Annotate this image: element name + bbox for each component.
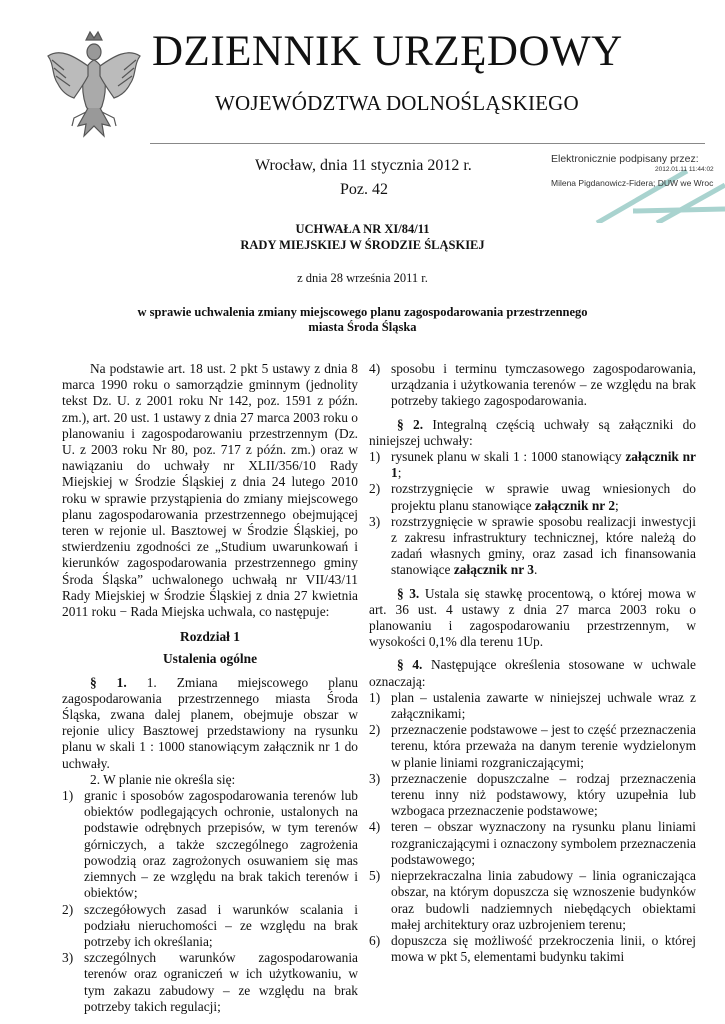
journal-title: DZIENNIK URZĘDOWY (152, 28, 623, 75)
left-column (62, 361, 358, 1015)
list-item (62, 788, 358, 901)
list-item (62, 902, 358, 951)
journal-subtitle: WOJEWÓDZTWA DOLNOŚLĄSKIEGO (215, 91, 579, 115)
resolution-body: RADY MIEJSKIEJ W ŚRODZIE ŚLĄSKIEJ (240, 238, 485, 252)
eagle-emblem-icon (44, 26, 144, 148)
header-divider (150, 143, 705, 144)
position-number: Poz. 42 (340, 181, 388, 198)
section-4-mark: § 4. (397, 657, 423, 673)
signature-signer: Milena Pigdanowicz-Fidera; DUW we Wroc (551, 178, 714, 188)
list-item (369, 361, 696, 410)
chapter-title: Ustalenia ogólne (162, 651, 258, 667)
list-item-text: rozstrzygnięcie w sprawie sposobu realizacji inwestycji z zakresu infrastruktury technicznej, które należą do zadań własnych gminy, oraz zasad ich finansowania stanowiące (391, 513, 696, 578)
list-item-number: 3) (62, 950, 74, 966)
list-item (369, 481, 696, 513)
list-item (369, 722, 696, 771)
list-item-text: teren – obszar wyznaczony na rysunku planu liniami rozgraniczającymi i oznaczony symbolem przeznaczenia podstawowego; (391, 819, 696, 867)
list-item-number: 2) (369, 481, 381, 497)
list-item-number: 2) (62, 901, 74, 917)
section-2-mark: § 2. (397, 416, 424, 432)
list-item-end: ; (397, 465, 402, 481)
list-item-text: plan – ustalenia zawarte w niniejszej uchwale wraz z załącznikami; (391, 689, 696, 722)
preamble: Na podstawie art. 18 ust. 2 pkt 5 ustawy z dnia 8 marca 1990 roku o samorządzie gminnym (jednolity tekst Dz. U. z 2001 roku Nr 142, poz. 1591 z późn. zm.), art. 20 ust. 1 ustawy z dnia 27 marca 2003 roku o planowaniu i zagospodarowaniu przestrzennym (Dz. U. z 2003 roku Nr 80, poz. 717 z późn. zm.) oraz w nawiązaniu do uchwały nr XLII/356/10 Rady Miejskiej w Środzie Śląskiej z dnia 24 lutego 2010 roku w sprawie przystąpienia do zmiany miejscowego planu zagospodarowania przestrzennego obejmującej teren w rejonie ul. Basztowej w Środzie Śląskiej, po stwierdzeniu zgodności ze „Studium uwarunkowań i kierunków zagospodarowania przestrzennego gminy Środa Śląska” uchwalonego uchwałą nr VII/43/11 Rady Miejskiej w Środzie Śląskiej z dnia 27 kwietnia 2011 roku − Rada Miejska uchwala, co następuje: (62, 361, 358, 620)
resolution-date: z dnia 28 września 2011 r. (297, 271, 428, 285)
list-item-number: 2) (369, 722, 381, 738)
section-1-list-continued (369, 361, 696, 410)
signature-heading: Elektronicznie podpisany przez: (551, 153, 699, 165)
section-2-list (369, 449, 696, 579)
attachment-label: załącznik nr 2 (534, 497, 616, 513)
list-item-number: 3) (369, 770, 381, 786)
list-item (369, 690, 696, 722)
list-item-number: 1) (369, 449, 381, 465)
list-item (62, 950, 358, 1015)
attachment-label: załącznik nr 1 (391, 449, 696, 481)
section-1-list (62, 788, 358, 1015)
list-item-number: 4) (369, 361, 381, 376)
section-1-paragraph-1 (62, 675, 358, 772)
list-item-end: ; (615, 497, 619, 513)
list-item-text: przeznaczenie podstawowe – jest to część przeznaczenia terenu, która przeważa na danym terenie wydzielonym w planie liniami rozgraniczającymi; (391, 722, 696, 770)
right-column (369, 361, 696, 965)
list-item (369, 514, 696, 579)
attachment-label: załącznik nr 3 (453, 562, 534, 578)
section-4-intro (369, 657, 696, 689)
signature-timestamp: 2012.01.11 11:44:02 (655, 166, 714, 173)
section-1-paragraph-2: 2. W planie nie określa się: (90, 771, 236, 787)
list-item-text: szczegółowych zasad i warunków scalania i podziału nieruchomości – ze względu na brak potrzeby ich określania; (84, 901, 358, 949)
chapter-heading: Rozdział 1 (180, 629, 240, 645)
section-4-text: Następujące określenia stosowane w uchwale oznaczają: (369, 657, 696, 689)
list-item-end: . (533, 562, 538, 578)
list-item (369, 933, 696, 965)
list-item-text: granic i sposobów zagospodarowania terenów lub obiektów podlegających ochronie, ustalonych na podstawie odrębnych przepisów, w tym terenów górniczych, a także szczególnego zagrożenia powodzią oraz zagrożonych osuwaniem się mas ziemnych – ze względu na brak takich terenów i obiektów; (84, 788, 358, 901)
list-item-number: 6) (369, 932, 381, 948)
list-item-text: sposobu i terminu tymczasowego zagospodarowania, urządzania i użytkowania terenów – ze względu na brak potrzeby takiego zagospodarowania. (391, 361, 696, 409)
resolution-subject-line1: w sprawie uchwalenia zmiany miejscowego planu zagospodarowania przestrzennego (137, 305, 588, 319)
resolution-number: UCHWAŁA NR XI/84/11 (295, 222, 430, 236)
section-3-mark: § 3. (397, 585, 420, 601)
list-item-text: nieprzekraczalna linia zabudowy – linia ograniczająca obszar, na którym dopuszcza się wznoszenie budynków oraz budowli nadziemnych niebędących obiektami małej architektury oraz uzbrojeniem terenu; (391, 868, 696, 932)
list-item-text: przeznaczenie dopuszczalne – rodzaj przeznaczenia terenu inny niż podstawowy, który uzupełnia lub wzbogaca przeznaczenie podstawowe; (391, 770, 696, 819)
electronic-signature-stamp (537, 151, 725, 223)
list-item (369, 449, 696, 481)
list-item-number: 4) (369, 819, 381, 835)
section-3 (369, 586, 696, 651)
list-item-text: rozstrzygnięcie w sprawie uwag wniesionych do projektu planu stanowiące (391, 481, 696, 513)
list-item (369, 819, 696, 868)
list-item-number: 3) (369, 513, 381, 529)
issue-date: Wrocław, dnia 11 stycznia 2012 r. (255, 157, 472, 174)
list-item-number: 1) (62, 788, 74, 804)
list-item-number: 5) (369, 868, 381, 884)
section-4-list (369, 690, 696, 965)
resolution-subject-line2: miasta Środa Śląska (308, 320, 417, 334)
list-item-number: 1) (369, 689, 381, 705)
list-item (369, 868, 696, 933)
list-item-text: szczególnych warunków zagospodarowania terenów oraz ograniczeń w ich użytkowaniu, w tym zakazu zabudowy – ze względu na brak potrzeby takich regulacji; (84, 950, 358, 1014)
list-item-text: dopuszcza się możliwość przekroczenia linii, o której mowa w pkt 5, elementami budynku takimi (391, 932, 696, 965)
section-1-mark: § 1. (90, 674, 127, 690)
section-2-intro (369, 417, 696, 449)
section-3-text: Ustala się stawkę procentową, o której mowa w art. 36 ust. 4 ustawy z dnia 27 marca 2003 roku o planowaniu i zagospodarowaniu przestrzennym, w wysokości 0,1% dla terenu 1Up. (369, 585, 696, 650)
section-2-text: Integralną częścią uchwały są załączniki do niniejszej uchwały: (369, 416, 696, 448)
list-item-text: rysunek planu w skali 1 : 1000 stanowiący (391, 449, 622, 465)
list-item (369, 771, 696, 820)
section-1-text: 1. Zmiana miejscowego planu zagospodarowania przestrzennego miasta Środa Śląska, zwana dalej planem, obejmuje obszar w rejonie ulicy Basztowej przedstawiony na rysunku planu w skali 1 : 1000 stanowiącym załącznik nr 1 do uchwały. (62, 674, 358, 771)
